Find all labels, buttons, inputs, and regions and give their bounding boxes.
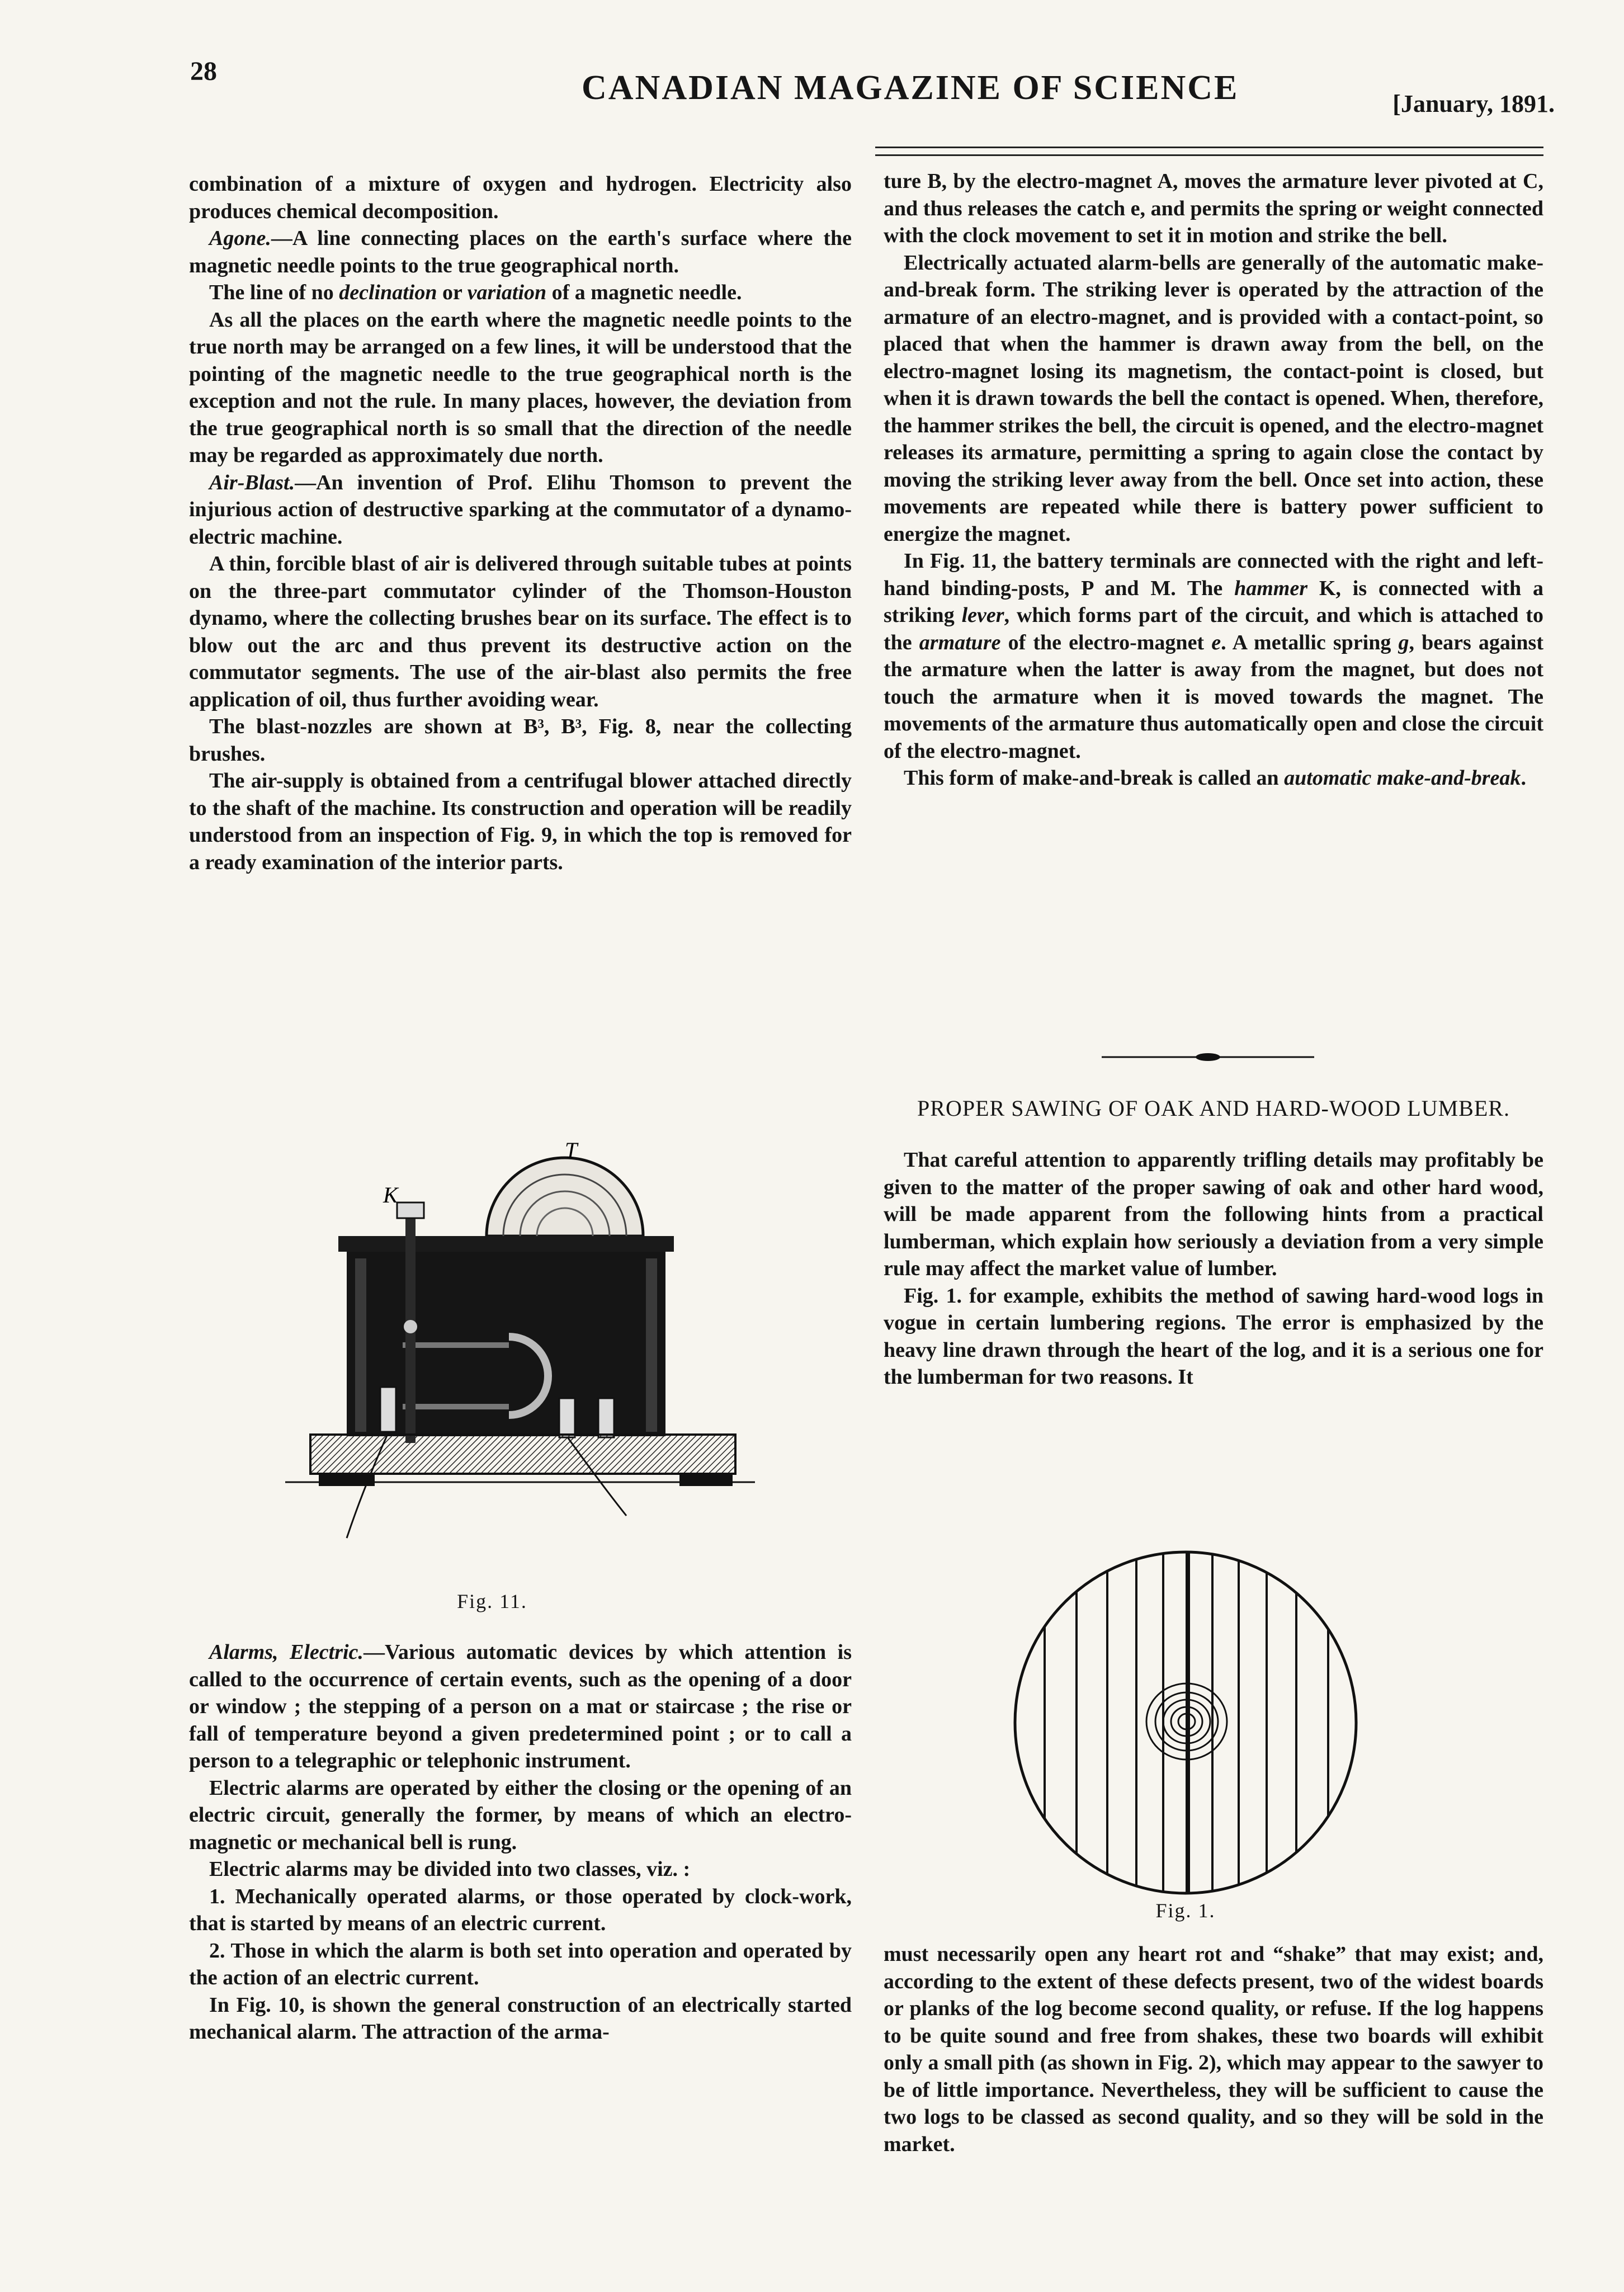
article-title: PROPER SAWING OF OAK AND HARD-WOOD LUMBER. xyxy=(917,1096,1510,1121)
issue-date: [January, 1891. xyxy=(1392,90,1555,117)
paragraph-heart-rot: must necessarily open any heart rot and “shake” that may exist; and, according to the extent of these defects present, two of the widest boards or planks of the log become second quality, or refuse. If the log happens to be quite sound and free from shakes, these two boards will exhibit only a small pith (as shown in Fig. 2), which may appear to the sawyer to be of little importance. Nevertheless, they will be sufficient to cause the two logs to be classed as second quality, and so they will be sold in the market. xyxy=(884,1942,1543,2156)
figure-11-alarm-bell xyxy=(235,1124,772,1572)
paragraph-make-and-break: This form of make-and-break is called an automatic make-and-break. xyxy=(904,766,1526,790)
figure-11-label-t: T xyxy=(565,1138,578,1163)
paragraph-class-2: 2. Those in which the alarm is both set into operation and operated by the action of an electric current. xyxy=(189,1939,852,1989)
magazine-title: CANADIAN MAGAZINE OF SCIENCE xyxy=(582,69,1239,107)
paragraph-class-1: 1. Mechanically operated alarms, or those operated by clock-work, that is started by means of an electric current. xyxy=(189,1884,852,1935)
paragraph-fig-1: Fig. 1. for example, exhibits the method of sawing hard-wood logs in vogue in certain lumbering regions. The error is emphasized by the heavy line drawn through the heart of the log, and it is a serious one for the lumberman for two reasons. It xyxy=(884,1284,1543,1389)
paragraph-agone: Agone.—A line connecting places on the earth's surface where the magnetic needle points to the true geographical north. xyxy=(189,227,852,277)
paragraph-alarm-bells: Electrically actuated alarm-bells are generally of the automatic make-and-break form. The striking lever is operated by the attraction of the armature of an electro-magnet, and is provided with a contact-point, so placed that when the hammer is drawn away from the bell, on the electro-magnet losing its magnetism, the contact-point is closed, but when it is drawn towards the bell the contact is opened. When, therefore, the hammer strikes the bell, the circuit is opened, and the electro-magnet releases its armature, permitting a spring to again close the contact by moving the striking lever away from the bell. Once set into action, these movements are repeated while there is battery power sufficient to energize the magnet. xyxy=(884,251,1543,546)
figure-1-log-cross-section xyxy=(995,1544,1376,1902)
paragraph-fig-11: In Fig. 11, the battery terminals are connected with the right and left-hand binding-posts, P and M. The hammer K, is connected with a striking lever, which forms part of the circuit, and which is attached to the armature of the electro-magnet e. A metallic spring g, bears against the armature when the latter is away from the magnet, but does not touch the armature when it is moved towards the magnet. The movements of the armature thus automatically open and close the circuit of the electro-magnet. xyxy=(884,549,1543,763)
left-column-lower xyxy=(189,1639,852,2046)
right-column-upper xyxy=(884,168,1543,792)
paragraph-nozzles: The blast-nozzles are shown at B³, B³, Fig. 8, near the collecting brushes. xyxy=(189,715,852,766)
term-agone: Agone. xyxy=(209,227,271,250)
paragraph-air-supply: The air-supply is obtained from a centrifugal blower attached directly to the shaft of the machine. Its construction and operation will be readily understood from an inspection of Fig. 9, in which the top is removed for a ready examination of the interior parts. xyxy=(189,769,852,874)
page-number: 28 xyxy=(190,56,217,86)
right-column-middle xyxy=(884,1147,1543,1391)
paragraph-alarms-operated: Electric alarms are operated by either the closing or the opening of an electric circuit, generally the former, by means of which an electro-magnetic or mechanical bell is rung. xyxy=(189,1776,852,1854)
right-column-lower xyxy=(884,1941,1543,2158)
section-separator xyxy=(1102,1051,1314,1063)
term-air-blast: Air-Blast. xyxy=(209,470,295,494)
paragraph-alarms-electric: Alarms, Electric.—Various automatic devices by which attention is called to the occurrence of certain events, such as the opening of a door or window ; the stepping of a person on a mat or staircase ; the rise or fall of temperature beyond a given predetermined point ; or to call a person to a telegraphic or telephonic instrument. xyxy=(189,1640,852,1772)
paragraph-fig-10: In Fig. 10, is shown the general construction of an electrically started mechanical alarm. The attraction of the arma- xyxy=(189,1993,852,2044)
figure-1-caption: Fig. 1. xyxy=(1155,1899,1216,1922)
paragraph-line-of-no-declination: The line of no declination or variation of a magnetic needle. xyxy=(209,281,742,304)
paragraph-air-blast: Air-Blast.—An invention of Prof. Elihu Thomson to prevent the injurious action of destructive sparking at the commutator of a dynamo-electric machine. xyxy=(189,470,852,549)
term-alarms-electric: Alarms, Electric. xyxy=(209,1640,363,1664)
figure-11-caption: Fig. 11. xyxy=(457,1590,527,1612)
header-rule-top xyxy=(875,147,1543,148)
paragraph-armature-continued: ture B, by the electro-magnet A, moves the armature lever pivoted at C, and thus releases the catch e, and permits the spring or weight connected with the clock movement to set it in motion and strike the bell. xyxy=(884,169,1543,247)
left-column-upper xyxy=(189,171,852,876)
paragraph-alarms-divided: Electric alarms may be divided into two classes, viz. : xyxy=(209,1857,691,1881)
paragraph-oxygen: combination of a mixture of oxygen and hydrogen. Electricity also produces chemical decomposition. xyxy=(189,172,852,223)
page-header xyxy=(190,56,1555,117)
figure-11-label-k: K xyxy=(383,1182,398,1208)
paragraph-thin-blast: A thin, forcible blast of air is delivered through suitable tubes at points on the three-part commutator cylinder of the Thomson-Houston dynamo, where the collecting brushes bear on its surface. The effect is to blow out the arc and thus prevent its destructive action on the commutator segments. The use of the air-blast also permits the free application of oil, thus further avoiding wear. xyxy=(189,552,852,711)
paragraph-careful-attention: That careful attention to apparently trifling details may profitably be given to the matter of the proper sawing of oak and other hard wood, will be made apparent from the following hints from a practical lumberman, which explain how seriously a deviation from a very simple rule may affect the market value of lumber. xyxy=(884,1148,1543,1280)
header-rule-bottom xyxy=(875,154,1543,156)
paragraph-places: As all the places on the earth where the magnetic needle points to the true north may be arranged on a few lines, it will be understood that the pointing of the magnetic needle to the true geographical north is the exception and not the rule. In many places, however, the deviation from the true geographical north is so small that the direction of the needle may be regarded as approximately due north. xyxy=(189,308,852,467)
